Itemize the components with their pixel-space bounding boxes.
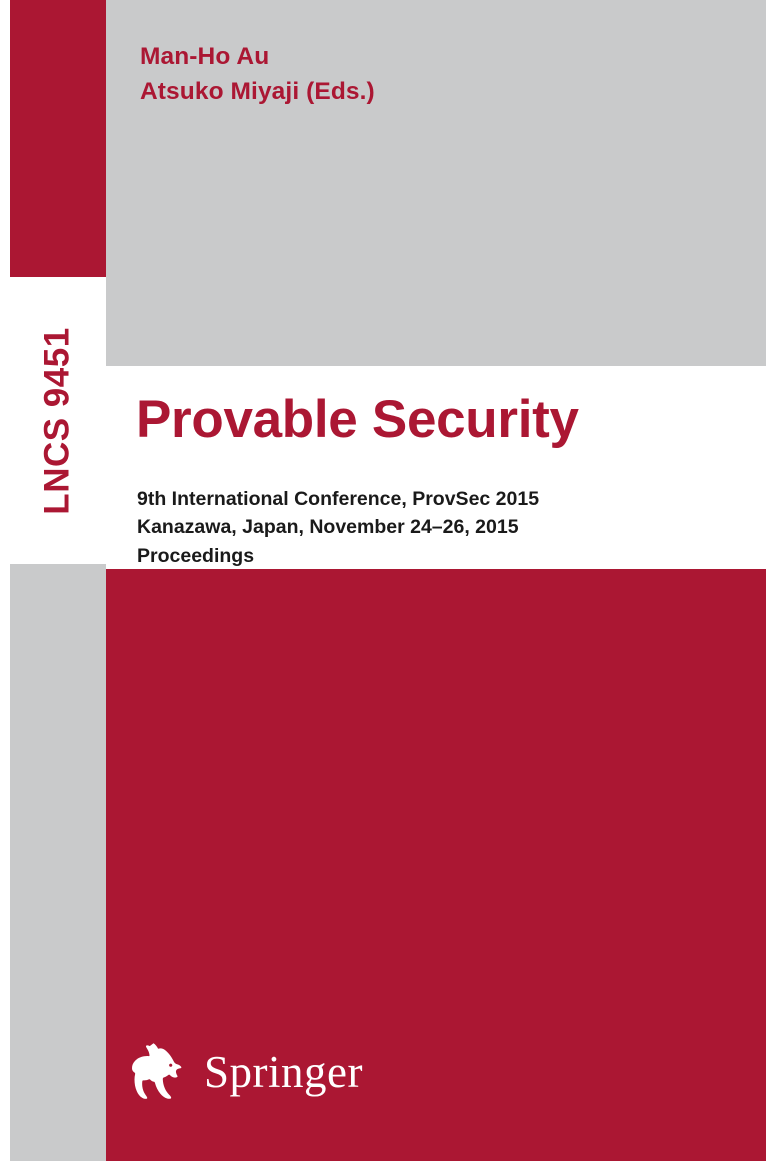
book-title: Provable Security bbox=[136, 390, 579, 449]
book-subtitle bbox=[137, 485, 539, 570]
editors-list bbox=[140, 40, 375, 110]
editor-name: Atsuko Miyaji (Eds.) bbox=[140, 77, 375, 105]
editor-name: Man-Ho Au bbox=[140, 43, 270, 70]
subtitle-line-proceedings: Proceedings bbox=[137, 544, 255, 567]
top-left-color-block bbox=[10, 0, 106, 277]
subtitle-line-conference: 9th International Conference, ProvSec 2015 bbox=[137, 488, 540, 510]
left-edge-strip bbox=[0, 0, 10, 1161]
series-label: LNCS 9451 bbox=[38, 326, 77, 515]
publisher-logo bbox=[132, 1041, 363, 1103]
springer-horse-icon bbox=[132, 1041, 190, 1103]
series-number-box bbox=[10, 277, 106, 564]
lower-left-grey-block bbox=[10, 564, 106, 1161]
subtitle-line-location-date: Kanazawa, Japan, November 24–26, 2015 bbox=[137, 516, 519, 539]
springer-wordmark: Springer bbox=[204, 1047, 363, 1097]
